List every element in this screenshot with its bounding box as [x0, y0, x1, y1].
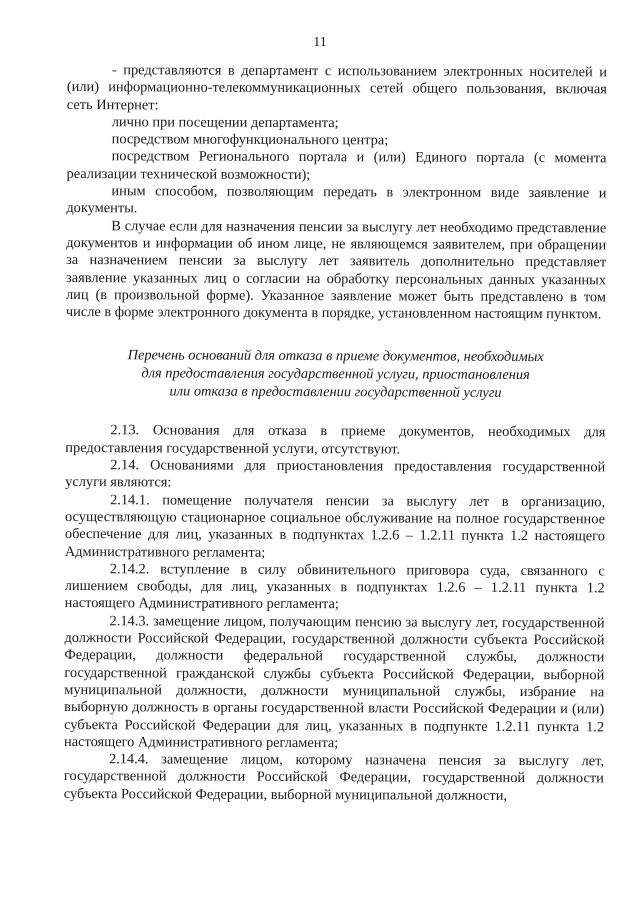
page-number: 11	[313, 35, 327, 50]
heading-line-1: Перечень оснований для отказа в приеме документов, необходимых	[127, 347, 544, 366]
section-heading	[66, 346, 606, 402]
paragraph-p8: 2.14. Основаниями для приостановления предоставления государственной услуги являются:	[65, 457, 606, 491]
top-section	[66, 62, 607, 324]
paragraph-p7: 2.13. Основания для отказа в приеме документов, необходимых для предоставления государственной услуги, отсутствуют.	[65, 422, 606, 458]
paragraph-p1: - представляются в департамент с использованием электронных носителей и (или) информационно-телекоммуникационных сетей общего пользования, включая сеть Интернет:	[66, 62, 607, 113]
heading-line-2: для предоставления государственной услуги, приостановления	[141, 365, 530, 384]
paragraph-p4: посредством Регионального портала и (или) Единого портала (с момента реализации технической возможности);	[66, 148, 607, 183]
document-body	[64, 62, 607, 805]
paragraph-p11: 2.14.3. замещение лицом, получающим пенсию за выслугу лет, государственной должности Российской Федерации, государственной должности субъекта Российской Федерации, должности федеральной государственной службы, должности государственной гражданской службы субъекта Российской Федерации, выборной муниципальной должности, должности муниципальной службы, избрание на выборную должность в органы государственной власти Российской Федерации и (или) субъекта Российской Федерации для лиц, указанных в подпункте 1.2.11 пункта 1.2 настоящего Административного регламента;	[63, 612, 605, 751]
paragraph-p5: иным способом, позволяющим передать в электронном виде заявление и документы.	[66, 183, 607, 217]
paragraph-p3: посредством многофункционального центра;	[111, 131, 389, 149]
paragraph-p10: 2.14.2. вступление в силу обвинительного приговора суда, связанного с лишением свободы, для лиц, указанных в подпунктах 1.2.6 – 1.2.11 пункта 1.2 настоящего Административного регламента;	[64, 561, 605, 613]
paragraph-p2: лично при посещении департамента;	[111, 114, 339, 132]
heading-line-3: или отказа в предоставлении государственной услуги	[169, 383, 502, 402]
paragraph-p9: 2.14.1. помещение получателя пенсии за выслугу лет в организацию, осуществляющую стационарное социальное обслуживание на полное государственное обеспечение для лиц, указанных в подпунктах 1.2.6 – 1.2.11 пункта 1.2 настоящего Административного регламента;	[64, 491, 606, 561]
bottom-section	[64, 422, 606, 805]
paragraph-p6: В случае если для назначения пенсии за выслугу лет необходимо представление документов и информации об ином лице, не являющемся заявителем, при обращении за назначением пенсии за выслугу лет заявитель дополнительно представляет заявление указанных лиц о согласии на обработку персональных данных указанных лиц (в произвольной форме). Указанное заявление может быть представлено в том числе в форме электронного документа в порядке, установленном настоящим пунктом.	[65, 217, 607, 323]
paragraph-p12: 2.14.4. замещение лицом, которому назначена пенсия за выслугу лет, государственной должности Российской Федерации, государственной должности субъекта Российской Федерации, выборной муниципальной должности,	[63, 751, 604, 804]
